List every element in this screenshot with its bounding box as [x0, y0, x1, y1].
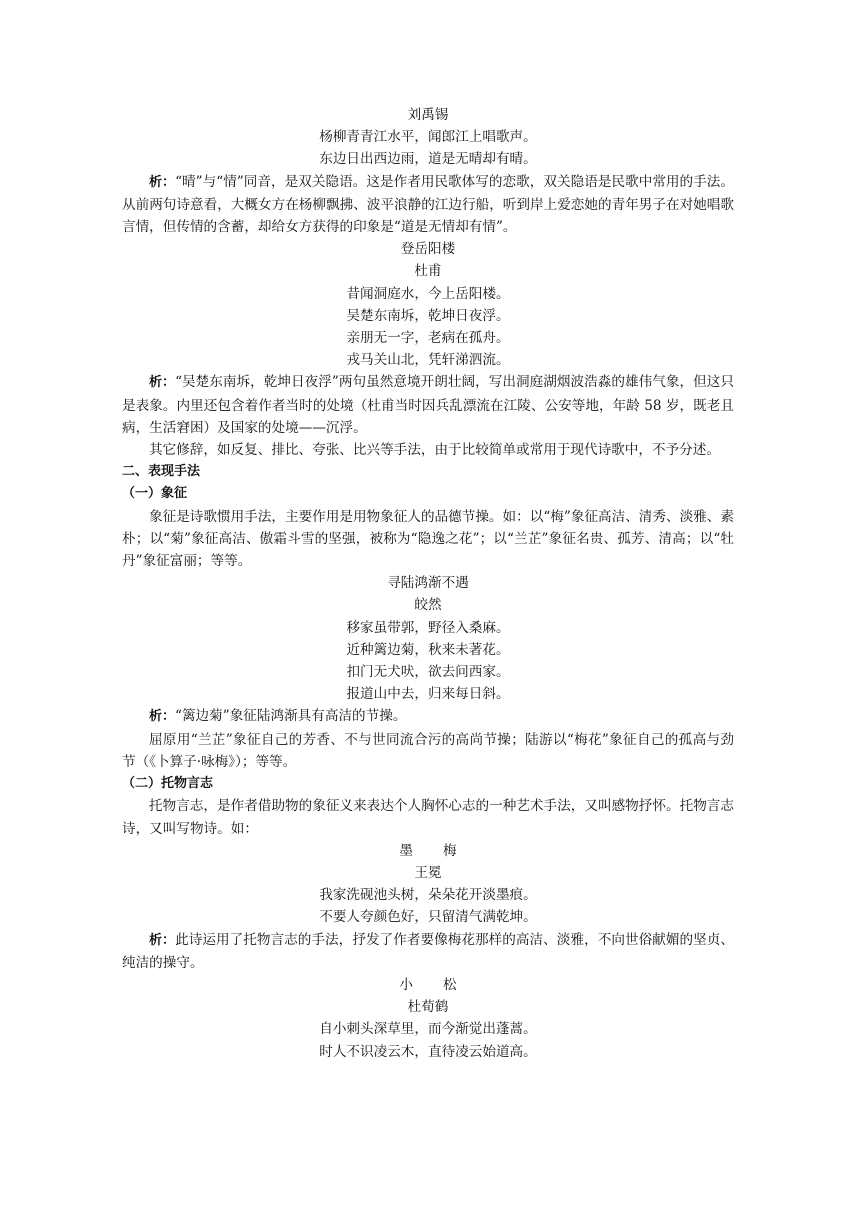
centered-line: 寻陆鸿渐不遇: [387, 575, 469, 592]
centered-line: 吴楚东南坼，乾坤日夜浮。: [346, 307, 510, 324]
paragraph-text: 此诗运用了托物言志的手法，抒发了作者要像梅花那样的高洁、淡雅，不向世俗献媚的坚贞、纯洁的操守。: [122, 931, 734, 971]
centered-line: 王冕: [414, 864, 442, 881]
analysis-paragraph: [122, 929, 734, 974]
centered-line: 杜荀鹤: [407, 999, 449, 1016]
centered-line: 不要人夸颜色好，只留清气满乾坤。: [319, 909, 537, 926]
analysis-label: 析：: [149, 375, 176, 391]
centered-line: 时人不识凌云木，直待凌云始道高。: [319, 1043, 537, 1060]
poem-title-char: 墨: [399, 842, 413, 859]
paragraph-text: 屈原用“兰芷”象征自己的芳香、不与世同流合污的高尚节操；陆游以“梅花”象征自己的孤高与劲节（《卜算子·咏梅》）；等等。: [122, 731, 734, 770]
body-paragraph: [122, 729, 734, 773]
poem-title-char: 梅: [443, 842, 457, 859]
centered-line: 近种篱边菊，秋来未著花。: [346, 641, 510, 658]
centered-line: 杜甫: [414, 263, 442, 280]
analysis-paragraph: [122, 371, 734, 439]
poem-title: [122, 840, 734, 862]
section-heading: （一）象征: [122, 486, 188, 502]
paragraph-text: 托物言志，是作者借助物的象征义来表达个人胸怀心志的一种艺术手法，又叫感物抒怀。托物言志诗，又叫写物诗。如：: [122, 798, 734, 837]
centered-line: 登岳阳楼: [400, 241, 456, 258]
centered-line: 昔闻洞庭水，今上岳阳楼。: [346, 285, 510, 302]
centered-line: 扣门无犬吠，欲去问西家。: [346, 664, 510, 681]
analysis-paragraph: [122, 171, 734, 239]
poem-title-char: 松: [443, 976, 457, 993]
paragraph-text: “吴楚东南坼，乾坤日夜浮”两句虽然意境开朗壮阔，写出洞庭湖烟波浩淼的雄伟气象，但这只是表象。内里还包含着作者当时的处境（杜甫当时因兵乱漂流在江陵、公安等地，年龄 58 岁，既老且病，生活窘困）及国家的处境——沉浮。: [122, 374, 734, 436]
section-heading: 二、表现手法: [122, 464, 201, 480]
centered-line: 皎然: [414, 597, 442, 614]
analysis-label: 析：: [149, 932, 176, 948]
poem-title-char: 小: [399, 976, 413, 993]
centered-line: 东边日出西边雨，道是无晴却有晴。: [319, 151, 537, 168]
section-heading: （二）托物言志: [122, 776, 214, 792]
body-paragraph: [122, 439, 734, 461]
centered-line: 亲朋无一字，老病在孤舟。: [346, 330, 510, 347]
centered-line: 杨柳青青江水平，闻郎江上唱歌声。: [319, 129, 537, 146]
paragraph-text: “篱边菊”象征陆鸿渐具有高洁的节操。: [175, 708, 407, 725]
paragraph-text: 象征是诗歌惯用手法，主要作用是用物象征人的品德节操。如：以“梅”象征高洁、清秀、淡雅、素朴；以“菊”象征高洁、傲霜斗雪的坚强，被称为“隐逸之花”；以“兰芷”象征名贵、孤芳、清高；以“牡丹”象征富丽；等等。: [122, 508, 734, 570]
body-paragraph: [122, 506, 734, 573]
analysis-label: 析：: [149, 709, 176, 725]
paragraph-text: “晴”与“情”同音，是双关隐语。这是作者用民歌体写的恋歌，双关隐语是民歌中常用的手法。从前两句诗意看，大概女方在杨柳飘拂、波平浪静的江边行船，听到岸上爱恋她的青年男子在对她唱歌言情，但传情的含蓄，却给女方获得的印象是“道是无情却有情”。: [122, 173, 734, 236]
poem-title: [122, 974, 734, 996]
centered-line: 我家洗砚池头树，朵朵花开淡墨痕。: [319, 887, 537, 904]
centered-line: 刘禹锡: [407, 107, 449, 123]
centered-line: 报道山中去，归来每日斜。: [346, 686, 510, 703]
centered-line: 戎马关山北，凭轩涕泗流。: [346, 352, 510, 369]
body-paragraph: [122, 795, 734, 839]
document-body: [122, 104, 734, 1063]
analysis-paragraph: [122, 705, 734, 728]
analysis-label: 析：: [149, 174, 176, 190]
centered-line: 移家虽带郭，野径入桑麻。: [346, 619, 510, 636]
paragraph-text: 其它修辞，如反复、排比、夸张、比兴等手法，由于比较简单或常用于现代诗歌中，不予分述。: [149, 442, 720, 459]
centered-line: 自小刺头深草里，而今渐觉出蓬蒿。: [319, 1021, 537, 1038]
